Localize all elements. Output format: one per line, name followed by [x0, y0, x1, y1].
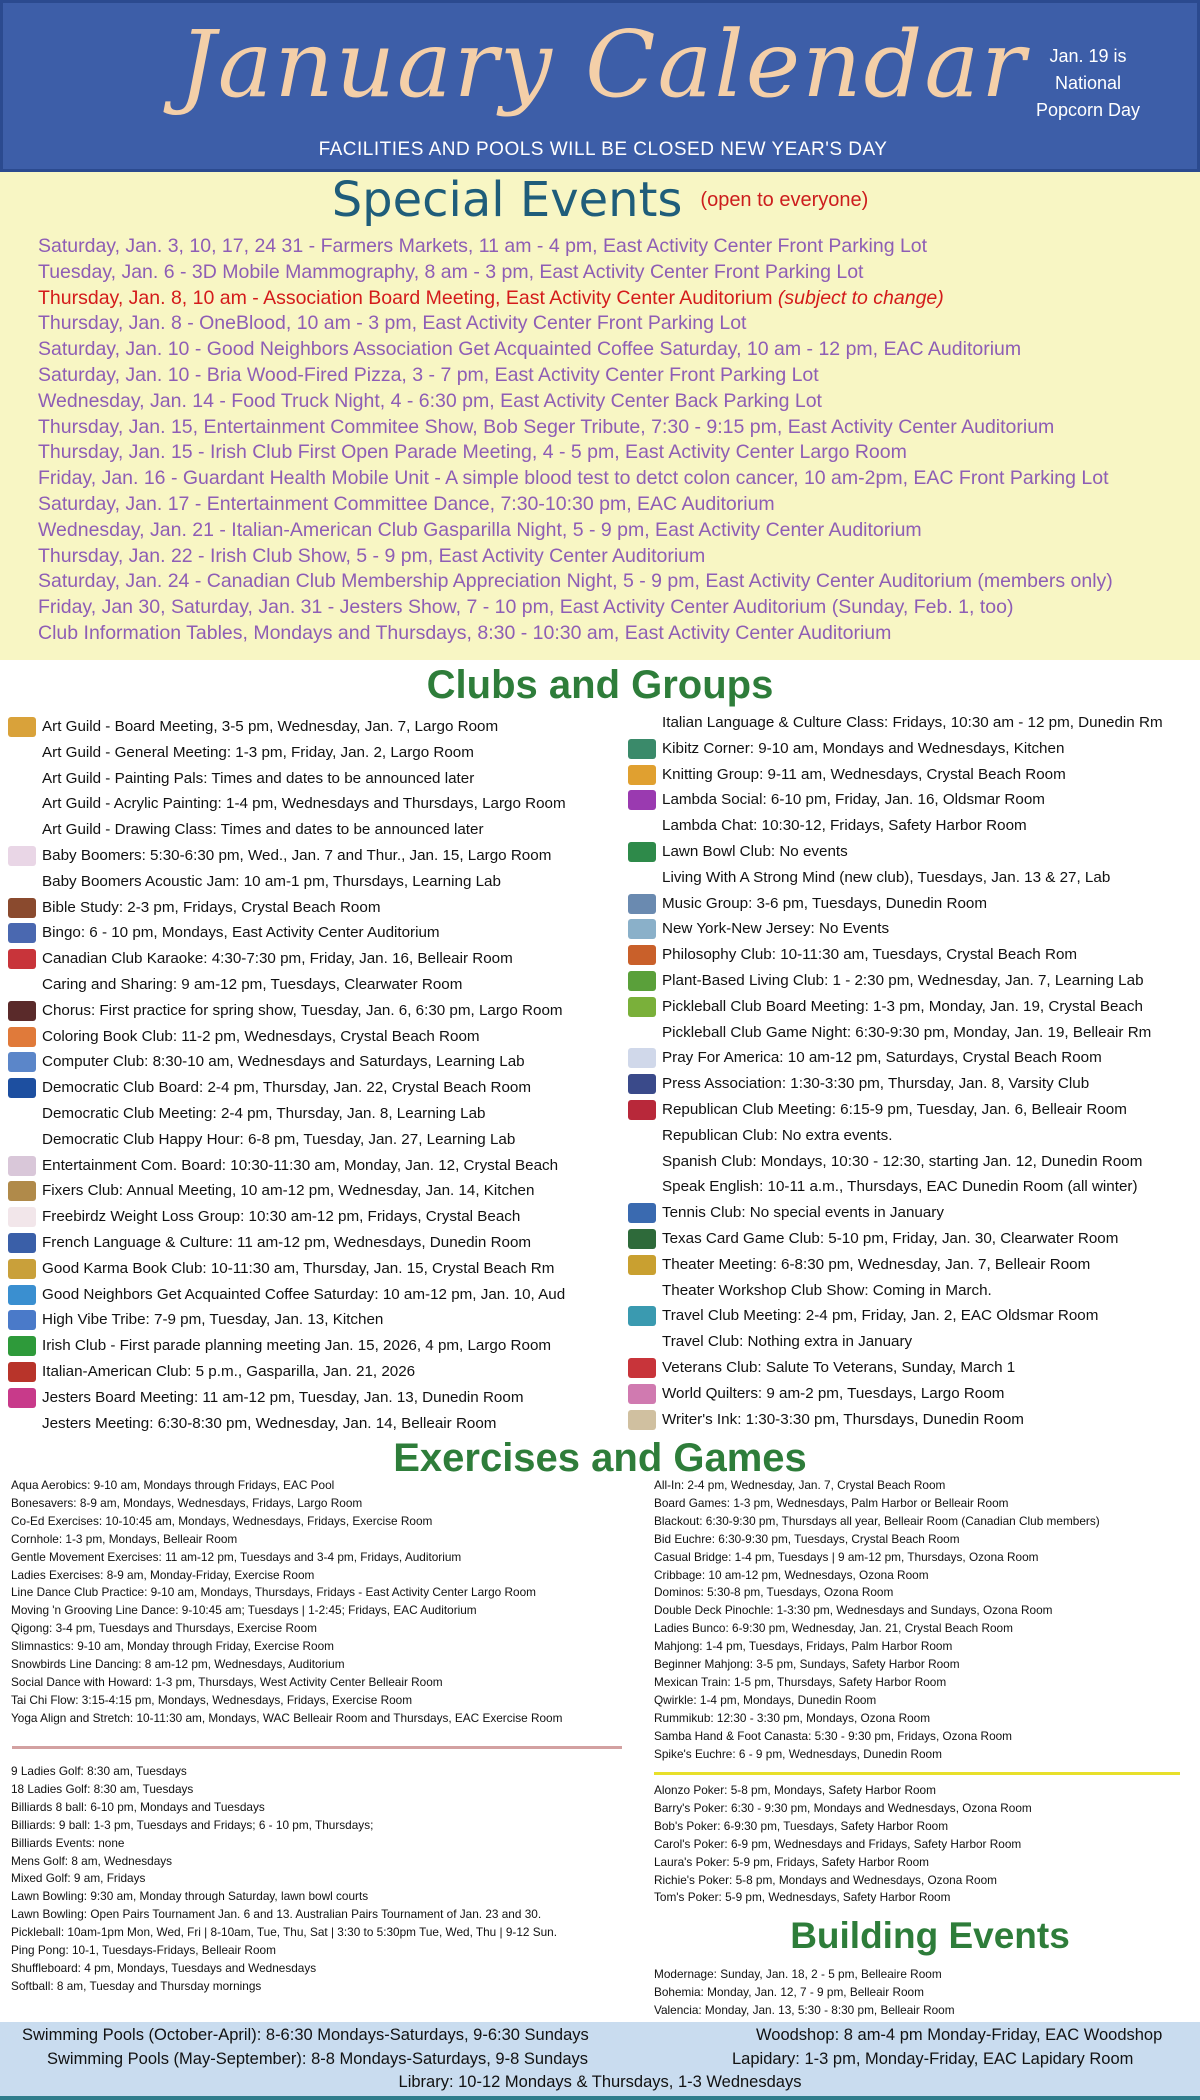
club-item-text: Living With A Strong Mind (new club), Tuesdays, Jan. 13 & 27, Lab — [662, 868, 1111, 886]
club-item — [4, 1333, 614, 1359]
facilities-footer — [0, 2022, 1200, 2100]
statue-icon — [628, 919, 656, 939]
club-item — [624, 865, 1200, 891]
veterans-flag-icon — [628, 1358, 656, 1378]
club-item — [624, 762, 1200, 788]
bible-icon — [8, 898, 36, 918]
special-event-text: Thursday, Jan. 22 - Irish Club Show, 5 - 9 pm, East Activity Center Auditorium — [38, 544, 706, 567]
game-item: Qwirkle: 1-4 pm, Mondays, Dunedin Room — [654, 1692, 877, 1707]
pools-winter-hours: Swimming Pools (October-April): 8-6:30 Mondays-Saturdays, 9-6:30 Sundays — [22, 2026, 589, 2044]
club-item — [624, 839, 1200, 865]
exercise-item: Social Dance with Howard: 1-3 pm, Thursdays, West Activity Center Belleair Room — [11, 1674, 443, 1689]
special-event-item — [38, 260, 1188, 286]
club-item — [4, 895, 614, 921]
club-item — [624, 736, 1200, 762]
sport-item: Billiards Events: none — [11, 1835, 125, 1850]
club-item — [4, 1256, 614, 1282]
club-item-text: Art Guild - Acrylic Painting: 1-4 pm, Wednesdays and Thursdays, Largo Room — [42, 795, 566, 813]
club-item-text: Baby Boomers: 5:30-6:30 pm, Wed., Jan. 7 and Thur., Jan. 15, Largo Room — [42, 846, 552, 864]
theater-icon — [628, 1255, 656, 1275]
exercise-item: Co-Ed Exercises: 10-10:45 am, Mondays, Wednesdays, Fridays, Exercise Room — [11, 1513, 433, 1528]
poker-item: Barry's Poker: 6:30 - 9:30 pm, Mondays and Wednesdays, Ozona Room — [654, 1800, 1032, 1815]
italian-icon — [8, 1362, 36, 1382]
clubs-list-right — [624, 710, 1200, 1432]
club-item-text: Travel Club: Nothing extra in January — [662, 1333, 913, 1351]
special-event-text: Thursday, Jan. 8, 10 am - Association Board Meeting, East Activity Center Auditorium — [38, 286, 773, 309]
club-item-text: Good Karma Book Club: 10-11:30 am, Thursday, Jan. 15, Crystal Beach Rm — [42, 1259, 555, 1277]
exercise-list — [11, 1477, 626, 1728]
club-item-text: Art Guild - General Meeting: 1-3 pm, Friday, Jan. 2, Largo Room — [42, 743, 474, 761]
cards-icon — [628, 1229, 656, 1249]
library-hours: Library: 10-12 Mondays & Thursdays, 1-3 Wednesdays — [398, 2073, 802, 2091]
sport-item: Billiards 8 ball: 6-10 pm, Mondays and Tuesdays — [11, 1799, 265, 1814]
club-item-text: Pickleball Club Board Meeting: 1-3 pm, Monday, Jan. 19, Crystal Beach — [662, 997, 1143, 1015]
special-event-item — [38, 492, 1188, 518]
game-item: Board Games: 1-3 pm, Wednesdays, Palm Harbor or Belleair Room — [654, 1495, 1009, 1510]
special-event-item — [38, 466, 1188, 492]
game-item: Ladies Bunco: 6-9:30 pm, Wednesday, Jan. 21, Crystal Beach Room — [654, 1621, 1013, 1636]
club-item-text: Art Guild - Painting Pals: Times and dates to be announced later — [42, 769, 475, 787]
club-item-text: Democratic Club Board: 2-4 pm, Thursday, Jan. 22, Crystal Beach Room — [42, 1079, 532, 1097]
pickleball-icon — [628, 997, 656, 1017]
exercise-item: Gentle Movement Exercises: 11 am-12 pm, Tuesdays and 3-4 pm, Fridays, Auditorium — [11, 1549, 462, 1564]
special-event-item — [38, 234, 1188, 260]
special-event-item — [38, 363, 1188, 389]
tools-icon — [8, 1181, 36, 1201]
shamrock-icon — [8, 1336, 36, 1356]
exercise-item: Bonesavers: 8-9 am, Mondays, Wednesdays, Fridays, Largo Room — [11, 1495, 363, 1510]
club-item-text: Italian-American Club: 5 p.m., Gasparilla, Jan. 21, 2026 — [42, 1362, 416, 1380]
exercise-item: Snowbirds Line Dancing: 8 am-12 pm, Wednesdays, Auditorium — [11, 1657, 345, 1672]
poker-item: Bob's Poker: 6-9:30 pm, Tuesdays, Safety Harbor Room — [654, 1818, 949, 1833]
special-event-text: Friday, Jan. 16 - Guardant Health Mobile Unit - A simple blood test to detct colon cancer, 10 am-2pm, EAC Front Parking Lot — [38, 467, 1109, 490]
building-events-list — [654, 1966, 1184, 2020]
special-event-text: Saturday, Jan. 10 - Good Neighbors Association Get Acquainted Coffee Saturday, 10 am - 12 pm, EAC Auditorium — [38, 338, 1022, 361]
club-item-text: Press Association: 1:30-3:30 pm, Thursday, Jan. 8, Varsity Club — [662, 1075, 1090, 1093]
club-item — [624, 1407, 1200, 1433]
special-event-item — [38, 518, 1188, 544]
club-item-text: Music Group: 3-6 pm, Tuesdays, Dunedin Room — [662, 894, 987, 912]
popcorn-line-2: National — [1054, 73, 1122, 93]
sport-item: Softball: 8 am, Tuesday and Thursday mornings — [11, 1978, 262, 1993]
club-item-text: Lambda Social: 6-10 pm, Friday, Jan. 16, Oldsmar Room — [662, 791, 1045, 809]
special-event-item — [38, 569, 1188, 595]
sport-item: Ping Pong: 10-1, Tuesdays-Fridays, Belleair Room — [11, 1943, 276, 1958]
club-item — [624, 813, 1200, 839]
club-item-text: Veterans Club: Salute To Veterans, Sunday, March 1 — [662, 1358, 1016, 1376]
closure-notice: FACILITIES AND POOLS WILL BE CLOSED NEW YEAR'S DAY — [318, 139, 888, 160]
pools-summer-hours: Swimming Pools (May-September): 8-8 Mondays-Saturdays, 9-8 Sundays — [47, 2050, 589, 2068]
poker-item: Richie's Poker: 5-8 pm, Mondays and Wednesdays, Ozona Room — [654, 1872, 997, 1887]
sport-item: Shuffleboard: 4 pm, Mondays, Tuesdays and Wednesdays — [11, 1960, 317, 1975]
building-event-item: Bohemia: Monday, Jan. 12, 7 - 9 pm, Belleair Room — [654, 1984, 924, 1999]
special-event-item — [38, 389, 1188, 415]
flag-icon — [8, 949, 36, 969]
chorus-icon — [8, 1001, 36, 1021]
club-item — [4, 1307, 614, 1333]
club-item-text: Spanish Club: Mondays, 10:30 - 12:30, starting Jan. 12, Dunedin Room — [662, 1152, 1143, 1170]
club-item-text: Kibitz Corner: 9-10 am, Mondays and Wednesdays, Kitchen — [662, 739, 1065, 757]
coffee-icon — [628, 739, 656, 759]
club-item — [624, 1174, 1200, 1200]
game-item: Rummikub: 12:30 - 3:30 pm, Mondays, Ozona Room — [654, 1710, 931, 1725]
club-item — [624, 1381, 1200, 1407]
club-item-text: World Quilters: 9 am-2 pm, Tuesdays, Largo Room — [662, 1384, 1005, 1402]
quilt-icon — [628, 1384, 656, 1404]
board-meeting-note: (subject to change) — [777, 286, 944, 309]
special-event-item — [38, 595, 1188, 621]
club-item-text: Entertainment Com. Board: 10:30-11:30 am, Monday, Jan. 12, Crystal Beach — [42, 1156, 559, 1174]
sport-item: Mixed Golf: 9 am, Fridays — [11, 1871, 146, 1886]
club-item-text: Italian Language & Culture Class: Fridays, 10:30 am - 12 pm, Dunedin Rm — [662, 714, 1163, 731]
club-item-text: French Language & Culture: 11 am-12 pm, Wednesdays, Dunedin Room — [42, 1233, 532, 1251]
club-item — [624, 968, 1200, 994]
club-item — [4, 791, 614, 817]
rainbow-icon — [628, 790, 656, 810]
club-item — [4, 869, 614, 895]
club-item — [624, 1355, 1200, 1381]
special-events-section — [0, 172, 1200, 660]
club-item — [624, 1097, 1200, 1123]
club-item-text: Plant-Based Living Club: 1 - 2:30 pm, Wednesday, Jan. 7, Learning Lab — [662, 971, 1144, 989]
pray-icon — [628, 1048, 656, 1068]
special-event-text: Thursday, Jan. 15, Entertainment Commitee Show, Bob Seger Tribute, 7:30 - 9:15 pm, East Activity Center Auditorium — [38, 415, 1055, 438]
special-event-text: Saturday, Jan. 17 - Entertainment Committee Dance, 7:30-10:30 pm, EAC Auditorium — [38, 492, 775, 515]
entertainment-icon — [8, 1156, 36, 1176]
club-item-text: Speak English: 10-11 a.m., Thursdays, EAC Dunedin Room (all winter) — [662, 1178, 1138, 1196]
woodshop-hours: Woodshop: 8 am-4 pm Monday-Friday, EAC Woodshop — [756, 2026, 1163, 2044]
exercise-item: Yoga Align and Stretch: 10-11:30 am, Mondays, WAC Belleair Room and Thursdays, EAC Exercise Room — [11, 1710, 563, 1725]
special-event-text: Thursday, Jan. 15 - Irish Club First Open Parade Meeting, 4 - 5 pm, East Activity Center Largo Room — [38, 441, 907, 464]
special-event-item — [38, 337, 1188, 363]
game-item: Beginner Mahjong: 3-5 pm, Sundays, Safety Harbor Room — [654, 1657, 960, 1672]
club-item-text: Fixers Club: Annual Meeting, 10 am-12 pm, Wednesday, Jan. 14, Kitchen — [42, 1182, 535, 1200]
divider — [12, 1746, 622, 1749]
special-event-text: Wednesday, Jan. 14 - Food Truck Night, 4 - 6:30 pm, East Activity Center Back Parking Lot — [38, 389, 822, 412]
special-event-text: Saturday, Jan. 3, 10, 17, 24 31 - Farmers Markets, 11 am - 4 pm, East Activity Center Front Parking Lot — [38, 235, 928, 257]
democrat-icon — [8, 1078, 36, 1098]
clubs-list-left — [4, 714, 614, 1436]
exercise-item: Cornhole: 1-3 pm, Mondays, Belleair Room — [11, 1531, 238, 1546]
quill-icon — [628, 1410, 656, 1430]
exercise-item: Moving 'n Grooving Line Dance: 9-10:45 am; Tuesdays | 1-2:45; Fridays, EAC Auditorium — [11, 1603, 477, 1618]
exercises-heading: Exercises and Games — [393, 1436, 807, 1480]
club-item — [624, 1123, 1200, 1149]
poker-item: Laura's Poker: 5-9 pm, Fridays, Safety Harbor Room — [654, 1854, 929, 1869]
club-item — [4, 740, 614, 766]
club-item-text: Republican Club: No extra events. — [662, 1126, 893, 1144]
club-item — [4, 1075, 614, 1101]
club-item — [624, 994, 1200, 1020]
club-item-text: High Vibe Tribe: 7-9 pm, Tuesday, Jan. 13, Kitchen — [42, 1311, 384, 1329]
club-item — [4, 1282, 614, 1308]
club-item-text: Theater Meeting: 6-8:30 pm, Wednesday, Jan. 7, Belleair Room — [662, 1255, 1091, 1273]
special-event-item — [38, 311, 1188, 337]
club-item-text: Writer's Ink: 1:30-3:30 pm, Thursdays, Dunedin Room — [662, 1410, 1024, 1428]
club-item-text: Theater Workshop Club Show: Coming in March. — [662, 1281, 992, 1299]
club-item — [4, 1230, 614, 1256]
club-item-text: Art Guild - Drawing Class: Times and dates to be announced later — [42, 821, 484, 839]
club-item — [624, 1071, 1200, 1097]
exercise-item: Slimnastics: 9-10 am, Monday through Friday, Exercise Room — [11, 1639, 335, 1654]
computer-icon — [8, 1052, 36, 1072]
club-item — [4, 1024, 614, 1050]
poker-list — [654, 1782, 1184, 1907]
game-item: Mahjong: 1-4 pm, Tuesdays, Fridays, Palm Harbor Room — [654, 1639, 953, 1654]
music-icon — [628, 894, 656, 914]
sports-list — [11, 1763, 626, 1996]
club-item — [4, 1049, 614, 1075]
club-item — [624, 1329, 1200, 1355]
special-event-text: Wednesday, Jan. 21 - Italian-American Club Gasparilla Night, 5 - 9 pm, East Activity Center Auditorium — [38, 518, 922, 541]
popcorn-day-note — [1023, 43, 1153, 124]
club-item-text: Art Guild - Board Meeting, 3-5 pm, Wednesday, Jan. 7, Largo Room — [42, 718, 499, 735]
club-item — [4, 998, 614, 1024]
club-item — [624, 1226, 1200, 1252]
palette-icon — [8, 717, 36, 737]
sport-item: 9 Ladies Golf: 8:30 am, Tuesdays — [11, 1764, 187, 1778]
club-item-text: Pickleball Club Game Night: 6:30-9:30 pm, Monday, Jan. 19, Belleair Rm — [662, 1023, 1152, 1041]
club-item-text: Good Neighbors Get Acquainted Coffee Saturday: 10 am-12 pm, Jan. 10, Aud — [42, 1285, 566, 1303]
divider — [654, 1772, 1180, 1775]
building-event-item: Valencia: Monday, Jan. 13, 5:30 - 8:30 pm, Belleair Room — [654, 2002, 955, 2017]
special-events-subtitle: (open to everyone) — [700, 188, 869, 211]
sport-item: Billiards: 9 ball: 1-3 pm, Tuesdays and Fridays; 6 - 10 pm, Thursdays; — [11, 1817, 374, 1832]
header-banner — [0, 0, 1200, 172]
club-item-text: Democratic Club Meeting: 2-4 pm, Thursday, Jan. 8, Learning Lab — [42, 1104, 486, 1122]
club-item — [4, 1359, 614, 1385]
poker-item: Tom's Poker: 5-9 pm, Wednesdays, Safety Harbor Room — [654, 1890, 951, 1905]
page-title: January Calendar — [178, 11, 1028, 118]
sport-item: 18 Ladies Golf: 8:30 am, Tuesdays — [11, 1781, 194, 1796]
exercise-item: Ladies Exercises: 8-9 am, Monday-Friday, Exercise Room — [11, 1567, 315, 1582]
special-event-item — [38, 621, 1188, 647]
club-item — [624, 1045, 1200, 1071]
tennis-icon — [628, 1203, 656, 1223]
special-events-list — [38, 234, 1188, 647]
club-item — [4, 843, 614, 869]
club-item — [4, 1204, 614, 1230]
special-event-text: Saturday, Jan. 24 - Canadian Club Membership Appreciation Night, 5 - 9 pm, East Activity Center Auditorium (members only) — [38, 570, 1113, 593]
lapidary-hours: Lapidary: 1-3 pm, Monday-Friday, EAC Lapidary Room — [732, 2050, 1134, 2068]
exercise-item: Tai Chi Flow: 3:15-4:15 pm, Mondays, Wednesdays, Fridays, Exercise Room — [11, 1692, 413, 1707]
special-event-text: Club Information Tables, Mondays and Thursdays, 8:30 - 10:30 am, East Activity Center Auditorium — [38, 621, 892, 644]
poker-item: Alonzo Poker: 5-8 pm, Mondays, Safety Harbor Room — [654, 1783, 936, 1797]
special-event-item — [38, 544, 1188, 570]
plant-icon — [628, 971, 656, 991]
travel-icon — [628, 1306, 656, 1326]
club-item-text: Bible Study: 2-3 pm, Fridays, Crystal Beach Room — [42, 898, 381, 916]
book-icon — [8, 1259, 36, 1279]
club-item — [4, 766, 614, 792]
club-item-text: New York-New Jersey: No Events — [662, 920, 890, 938]
building-event-item: Modernage: Sunday, Jan. 18, 2 - 5 pm, Belleaire Room — [654, 1967, 942, 1981]
club-item-text: Jesters Meeting: 6:30-8:30 pm, Wednesday, Jan. 14, Belleair Room — [42, 1414, 497, 1432]
freebirdz-icon — [8, 1207, 36, 1227]
poker-item: Carol's Poker: 6-9 pm, Wednesdays and Fridays, Safety Harbor Room — [654, 1836, 1022, 1851]
club-item — [624, 942, 1200, 968]
game-item: Bid Euchre: 6:30-9:30 pm, Tuesdays, Crystal Beach Room — [654, 1531, 960, 1546]
jester-icon — [8, 1388, 36, 1408]
building-events-heading: Building Events — [790, 1915, 1070, 1956]
game-item: Casual Bridge: 1-4 pm, Tuesdays | 9 am-12 pm, Thursdays, Ozona Room — [654, 1549, 1039, 1564]
crayons-icon — [8, 1027, 36, 1047]
club-item — [4, 1178, 614, 1204]
special-event-item — [38, 415, 1188, 441]
club-item — [624, 710, 1200, 736]
sport-item: Lawn Bowling: 9:30 am, Monday through Saturday, lawn bowl courts — [11, 1889, 369, 1904]
game-item: Dominos: 5:30-8 pm, Tuesdays, Ozona Room — [654, 1585, 894, 1600]
games-list — [654, 1477, 1184, 1764]
club-item-text: Bingo: 6 - 10 pm, Mondays, East Activity Center Auditorium — [42, 924, 440, 942]
club-item-text: Baby Boomers Acoustic Jam: 10 am-1 pm, Thursdays, Learning Lab — [42, 872, 501, 890]
club-item — [4, 972, 614, 998]
club-item — [624, 1149, 1200, 1175]
club-item — [624, 916, 1200, 942]
philosophy-icon — [628, 945, 656, 965]
club-item-text: Travel Club Meeting: 2-4 pm, Friday, Jan. 2, EAC Oldsmar Room — [662, 1307, 1099, 1325]
game-item: Samba Hand & Foot Canasta: 5:30 - 9:30 pm, Fridays, Ozona Room — [654, 1728, 1013, 1743]
club-item-text: Lawn Bowl Club: No events — [662, 842, 848, 860]
club-item — [624, 891, 1200, 917]
club-item-text: Canadian Club Karaoke: 4:30-7:30 pm, Friday, Jan. 16, Belleair Room — [42, 950, 513, 968]
club-item — [624, 1020, 1200, 1046]
republican-icon — [628, 1100, 656, 1120]
press-icon — [628, 1074, 656, 1094]
club-item-text: Republican Club Meeting: 6:15-9 pm, Tuesday, Jan. 6, Belleair Room — [662, 1100, 1127, 1118]
exercise-item: Aqua Aerobics: 9-10 am, Mondays through Fridays, EAC Pool — [11, 1478, 335, 1492]
club-item-text: Caring and Sharing: 9 am-12 pm, Tuesdays, Clearwater Room — [42, 975, 463, 993]
club-item-text: Chorus: First practice for spring show, Tuesday, Jan. 6, 6:30 pm, Largo Room — [42, 1001, 563, 1019]
club-item — [4, 1127, 614, 1153]
sport-item: Pickleball: 10am-1pm Mon, Wed, Fri | 8-10am, Tue, Thu, Sat | 3:30 to 5:30pm Tue, Wed, Thu | 9-12 Sun. — [11, 1925, 558, 1940]
club-item — [624, 1278, 1200, 1304]
club-item — [4, 1153, 614, 1179]
club-item — [624, 1303, 1200, 1329]
game-item: Spike's Euchre: 6 - 9 pm, Wednesdays, Dunedin Room — [654, 1746, 942, 1761]
club-item — [4, 817, 614, 843]
special-event-text: Saturday, Jan. 10 - Bria Wood-Fired Pizza, 3 - 7 pm, East Activity Center Front Parking Lot — [38, 363, 819, 386]
popcorn-line-1: Jan. 19 is — [1049, 46, 1127, 66]
special-event-item — [38, 440, 1188, 466]
clubs-heading: Clubs and Groups — [426, 663, 774, 707]
club-item — [4, 1101, 614, 1127]
club-item — [4, 1385, 614, 1411]
high-vibe-icon — [8, 1310, 36, 1330]
club-item — [624, 1200, 1200, 1226]
club-item — [4, 946, 614, 972]
club-item-text: Philosophy Club: 10-11:30 am, Tuesdays, Crystal Beach Rom — [662, 946, 1078, 964]
club-item-text: Freebirdz Weight Loss Group: 10:30 am-12 pm, Fridays, Crystal Beach — [42, 1208, 521, 1226]
game-item: Double Deck Pinochle: 1-3:30 pm, Wednesdays and Sundays, Ozona Room — [654, 1603, 1053, 1618]
bingo-icon — [8, 923, 36, 943]
special-event-text: Thursday, Jan. 8 - OneBlood, 10 am - 3 pm, East Activity Center Front Parking Lot — [38, 312, 747, 335]
club-item — [4, 920, 614, 946]
special-event-text: Tuesday, Jan. 6 - 3D Mobile Mammography, 8 am - 3 pm, East Activity Center Front Parking Lot — [38, 260, 864, 283]
club-item-text: Pray For America: 10 am-12 pm, Saturdays, Crystal Beach Room — [662, 1049, 1102, 1067]
special-events-heading — [0, 172, 1200, 236]
lawn-bowl-icon — [628, 842, 656, 862]
popcorn-line-3: Popcorn Day — [1035, 100, 1141, 120]
club-item-text: Democratic Club Happy Hour: 6-8 pm, Tuesday, Jan. 27, Learning Lab — [42, 1130, 516, 1148]
sport-item: Mens Golf: 8 am, Wednesdays — [11, 1853, 173, 1868]
club-item-text: Tennis Club: No special events in January — [662, 1204, 944, 1222]
club-item — [4, 714, 614, 740]
game-item: Cribbage: 10 am-12 pm, Wednesdays, Ozona Room — [654, 1567, 929, 1582]
sport-item: Lawn Bowling: Open Pairs Tournament Jan. 6 and 13. Australian Pairs Tournament of Jan. 23 and 30. — [11, 1907, 542, 1922]
club-item-text: Lambda Chat: 10:30-12, Fridays, Safety Harbor Room — [662, 817, 1027, 835]
club-item-text: Texas Card Game Club: 5-10 pm, Friday, Jan. 30, Clearwater Room — [662, 1229, 1119, 1247]
exercise-item: Line Dance Club Practice: 9-10 am, Mondays, Thursdays, Fridays - East Activity Center Largo Room — [11, 1585, 536, 1600]
game-item: All-In: 2-4 pm, Wednesday, Jan. 7, Crystal Beach Room — [654, 1478, 946, 1492]
special-event-item — [38, 286, 1188, 312]
club-item-text: Coloring Book Club: 11-2 pm, Wednesdays, Crystal Beach Room — [42, 1027, 480, 1045]
club-item-text: Computer Club: 8:30-10 am, Wednesdays and Saturdays, Learning Lab — [42, 1053, 525, 1071]
game-item: Mexican Train: 1-5 pm, Thursdays, Safety Harbor Room — [654, 1674, 947, 1689]
club-item-text: Knitting Group: 9-11 am, Wednesdays, Crystal Beach Room — [662, 765, 1066, 783]
exercise-item: Qigong: 3-4 pm, Tuesdays and Thursdays, Exercise Room — [11, 1621, 317, 1636]
yarn-icon — [628, 765, 656, 785]
game-item: Blackout: 6:30-9:30 pm, Thursdays all year, Belleair Room (Canadian Club members) — [654, 1513, 1100, 1528]
club-item-text: Irish Club - First parade planning meeting Jan. 15, 2026, 4 pm, Largo Room — [42, 1337, 552, 1355]
french-icon — [8, 1233, 36, 1253]
baby-boomers-icon — [8, 846, 36, 866]
globe-icon — [8, 1285, 36, 1305]
club-item — [624, 1252, 1200, 1278]
club-item-text: Jesters Board Meeting: 11 am-12 pm, Tuesday, Jan. 13, Dunedin Room — [42, 1388, 524, 1406]
special-event-text: Friday, Jan 30, Saturday, Jan. 31 - Jesters Show, 7 - 10 pm, East Activity Center Auditorium (Sunday, Feb. 1, too) — [38, 596, 1014, 619]
club-item — [624, 787, 1200, 813]
special-events-title: Special Events — [331, 172, 683, 228]
